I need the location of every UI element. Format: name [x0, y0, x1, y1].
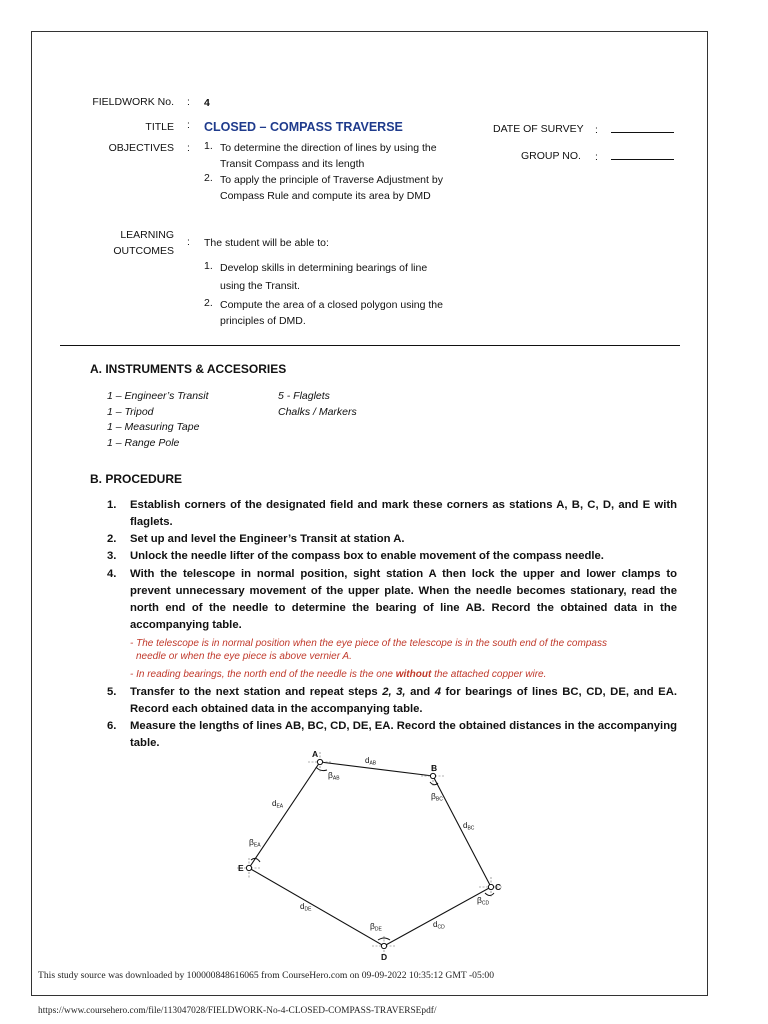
step-number: 3. [107, 550, 117, 562]
procedure-step [107, 531, 677, 548]
step-text: Transfer to the next station and repeat steps [130, 686, 383, 698]
station-d-label: D [381, 952, 388, 962]
note-north-end [130, 668, 690, 681]
instrument-item: 1 – Range Pole [107, 436, 180, 449]
note-line: needle or when the eye piece is above vernier A. [136, 651, 352, 662]
angle-subscript: DE [374, 926, 382, 933]
distance-subscript: CD [437, 924, 445, 931]
group-colon: : [595, 151, 598, 163]
angle-symbol: β [370, 921, 375, 931]
instrument-item: 1 – Measuring Tape [107, 421, 200, 433]
note-text: - In reading bearings, the north end of the needle is the one [130, 669, 396, 680]
procedure-step [107, 684, 677, 718]
angle-subscript: AB [332, 775, 340, 782]
distance-symbol: d [365, 756, 370, 765]
fieldwork-number: 4 [204, 97, 210, 109]
angle-symbol: β [328, 770, 333, 780]
distance-subscript: DE [304, 906, 312, 913]
objective-line: Compass Rule and compute its area by DMD [220, 190, 431, 202]
procedure-heading: B. PROCEDURE [90, 472, 183, 486]
outcome-number: 1. [204, 260, 213, 272]
station-b-label: B [431, 763, 438, 773]
instruments-col-1 [107, 389, 209, 451]
document-title: CLOSED – COMPASS TRAVERSE [204, 120, 403, 134]
step-ref: 4 [434, 686, 442, 698]
outcome-line: using the Transit. [220, 280, 300, 292]
step-text: Unlock the needle lifter of the compass box to enable movement of the compass needle. [130, 550, 604, 562]
step-number: 2. [107, 533, 117, 545]
instruments-heading: A. INSTRUMENTS & ACCESORIES [90, 362, 287, 376]
step-number: 1. [107, 499, 117, 511]
distance-symbol: d [300, 902, 305, 911]
step-text: Establish corners of the designated field and mark these corners as stations A, B, C, D, and E with flaglets. [130, 499, 677, 528]
section-divider [60, 345, 680, 346]
note-line: - The telescope is in normal position when the eye piece of the telescope is in the south end of the compass [130, 638, 607, 649]
step-text: Set up and level the Engineer’s Transit at station A. [130, 533, 405, 545]
angle-subscript: EA [253, 842, 261, 849]
distance-subscript: EA [276, 803, 284, 810]
procedure-step [107, 718, 677, 752]
outcome-item [204, 297, 476, 331]
date-label: DATE OF SURVEY [493, 123, 584, 135]
instrument-item: Chalks / Markers [278, 405, 357, 418]
objective-line: To apply the principle of Traverse Adjustment by [220, 174, 443, 186]
note-emphasis: without [395, 669, 432, 680]
fieldwork-label: FIELDWORK No. [92, 96, 174, 108]
instrument-item: 1 – Tripod [107, 405, 154, 418]
date-colon: : [595, 124, 598, 136]
step-text: for bearings of lines BC, CD, DE, and EA. Record each obtained data in the accompanying table. [130, 686, 677, 715]
instrument-item: 1 – Engineer’s Transit [107, 390, 209, 402]
outcome-line: Develop skills in determining bearings of line [220, 262, 428, 274]
objectives-colon: : [187, 142, 190, 154]
step-text: and [405, 686, 435, 698]
station-a-label: A [312, 749, 319, 759]
instrument-item: 5 - Flaglets [278, 390, 330, 402]
distance-subscript: BC [467, 825, 475, 832]
group-field[interactable] [611, 159, 674, 160]
step-ref: 2, 3, [382, 686, 406, 698]
objectives-list [204, 140, 476, 204]
download-notice: This study source was downloaded by 100000848616065 from CourseHero.com on 09-09-2022 10:35:12 GMT -05:00 [38, 970, 495, 981]
station-c-label: C [495, 882, 502, 892]
step-text: With the telescope in normal position, sight station A then lock the upper and lower clamps to prevent unnecessary movement of the upper plate. When the needle becomes stationary, read the north end of the needle to determine the bearing of line AB. Record the obtained data in the accompanying table. [130, 568, 677, 631]
procedure-step [107, 497, 677, 531]
group-label: GROUP NO. [521, 150, 581, 162]
objective-line: Transit Compass and its length [220, 158, 365, 170]
angle-symbol: β [477, 895, 482, 905]
outcomes-label: OUTCOMES [113, 245, 174, 257]
outcome-item [204, 259, 476, 297]
distance-symbol: d [272, 799, 277, 808]
title-label: TITLE [145, 121, 174, 133]
objective-number: 2. [204, 172, 213, 184]
objectives-label: OBJECTIVES [108, 142, 174, 154]
outcomes-list [204, 259, 476, 331]
outcome-number: 2. [204, 297, 213, 309]
step-number: 6. [107, 720, 117, 732]
distance-symbol: d [463, 821, 468, 830]
outcomes-intro: The student will be able to: [204, 237, 329, 249]
angle-symbol: β [431, 791, 436, 801]
procedure-step [107, 548, 677, 565]
instruments-col-2 [278, 389, 357, 420]
objective-number: 1. [204, 140, 213, 152]
objective-item [204, 140, 476, 172]
distance-subscript: AB [369, 760, 377, 767]
distance-symbol: d [433, 920, 438, 929]
source-url[interactable]: https://www.coursehero.com/file/113047028/FIELDWORK-No-4-CLOSED-COMPASS-TRAVERSEpdf/ [38, 1006, 437, 1016]
step-number: 4. [107, 568, 117, 580]
learning-label: LEARNING [120, 229, 174, 241]
outcome-line: principles of DMD. [220, 315, 306, 327]
step-number: 5. [107, 686, 117, 698]
angle-subscript: CD [481, 900, 490, 907]
title-colon: : [187, 119, 190, 131]
outcome-line: Compute the area of a closed polygon using the [220, 299, 443, 311]
fieldwork-colon: : [187, 96, 190, 108]
step-text: Measure the lengths of lines AB, BC, CD, DE, EA. Record the obtained distances in the accompanying table. [130, 720, 677, 749]
outcomes-colon: : [187, 236, 190, 248]
note-normal-position [130, 637, 690, 663]
station-e-label: E [238, 863, 244, 873]
objective-line: To determine the direction of lines by using the [220, 142, 437, 154]
angle-symbol: β [249, 837, 254, 847]
procedure-step [107, 566, 677, 634]
date-field[interactable] [611, 132, 674, 133]
note-text: the attached copper wire. [431, 669, 547, 680]
objective-item [204, 172, 476, 204]
angle-subscript: BC [435, 796, 443, 803]
